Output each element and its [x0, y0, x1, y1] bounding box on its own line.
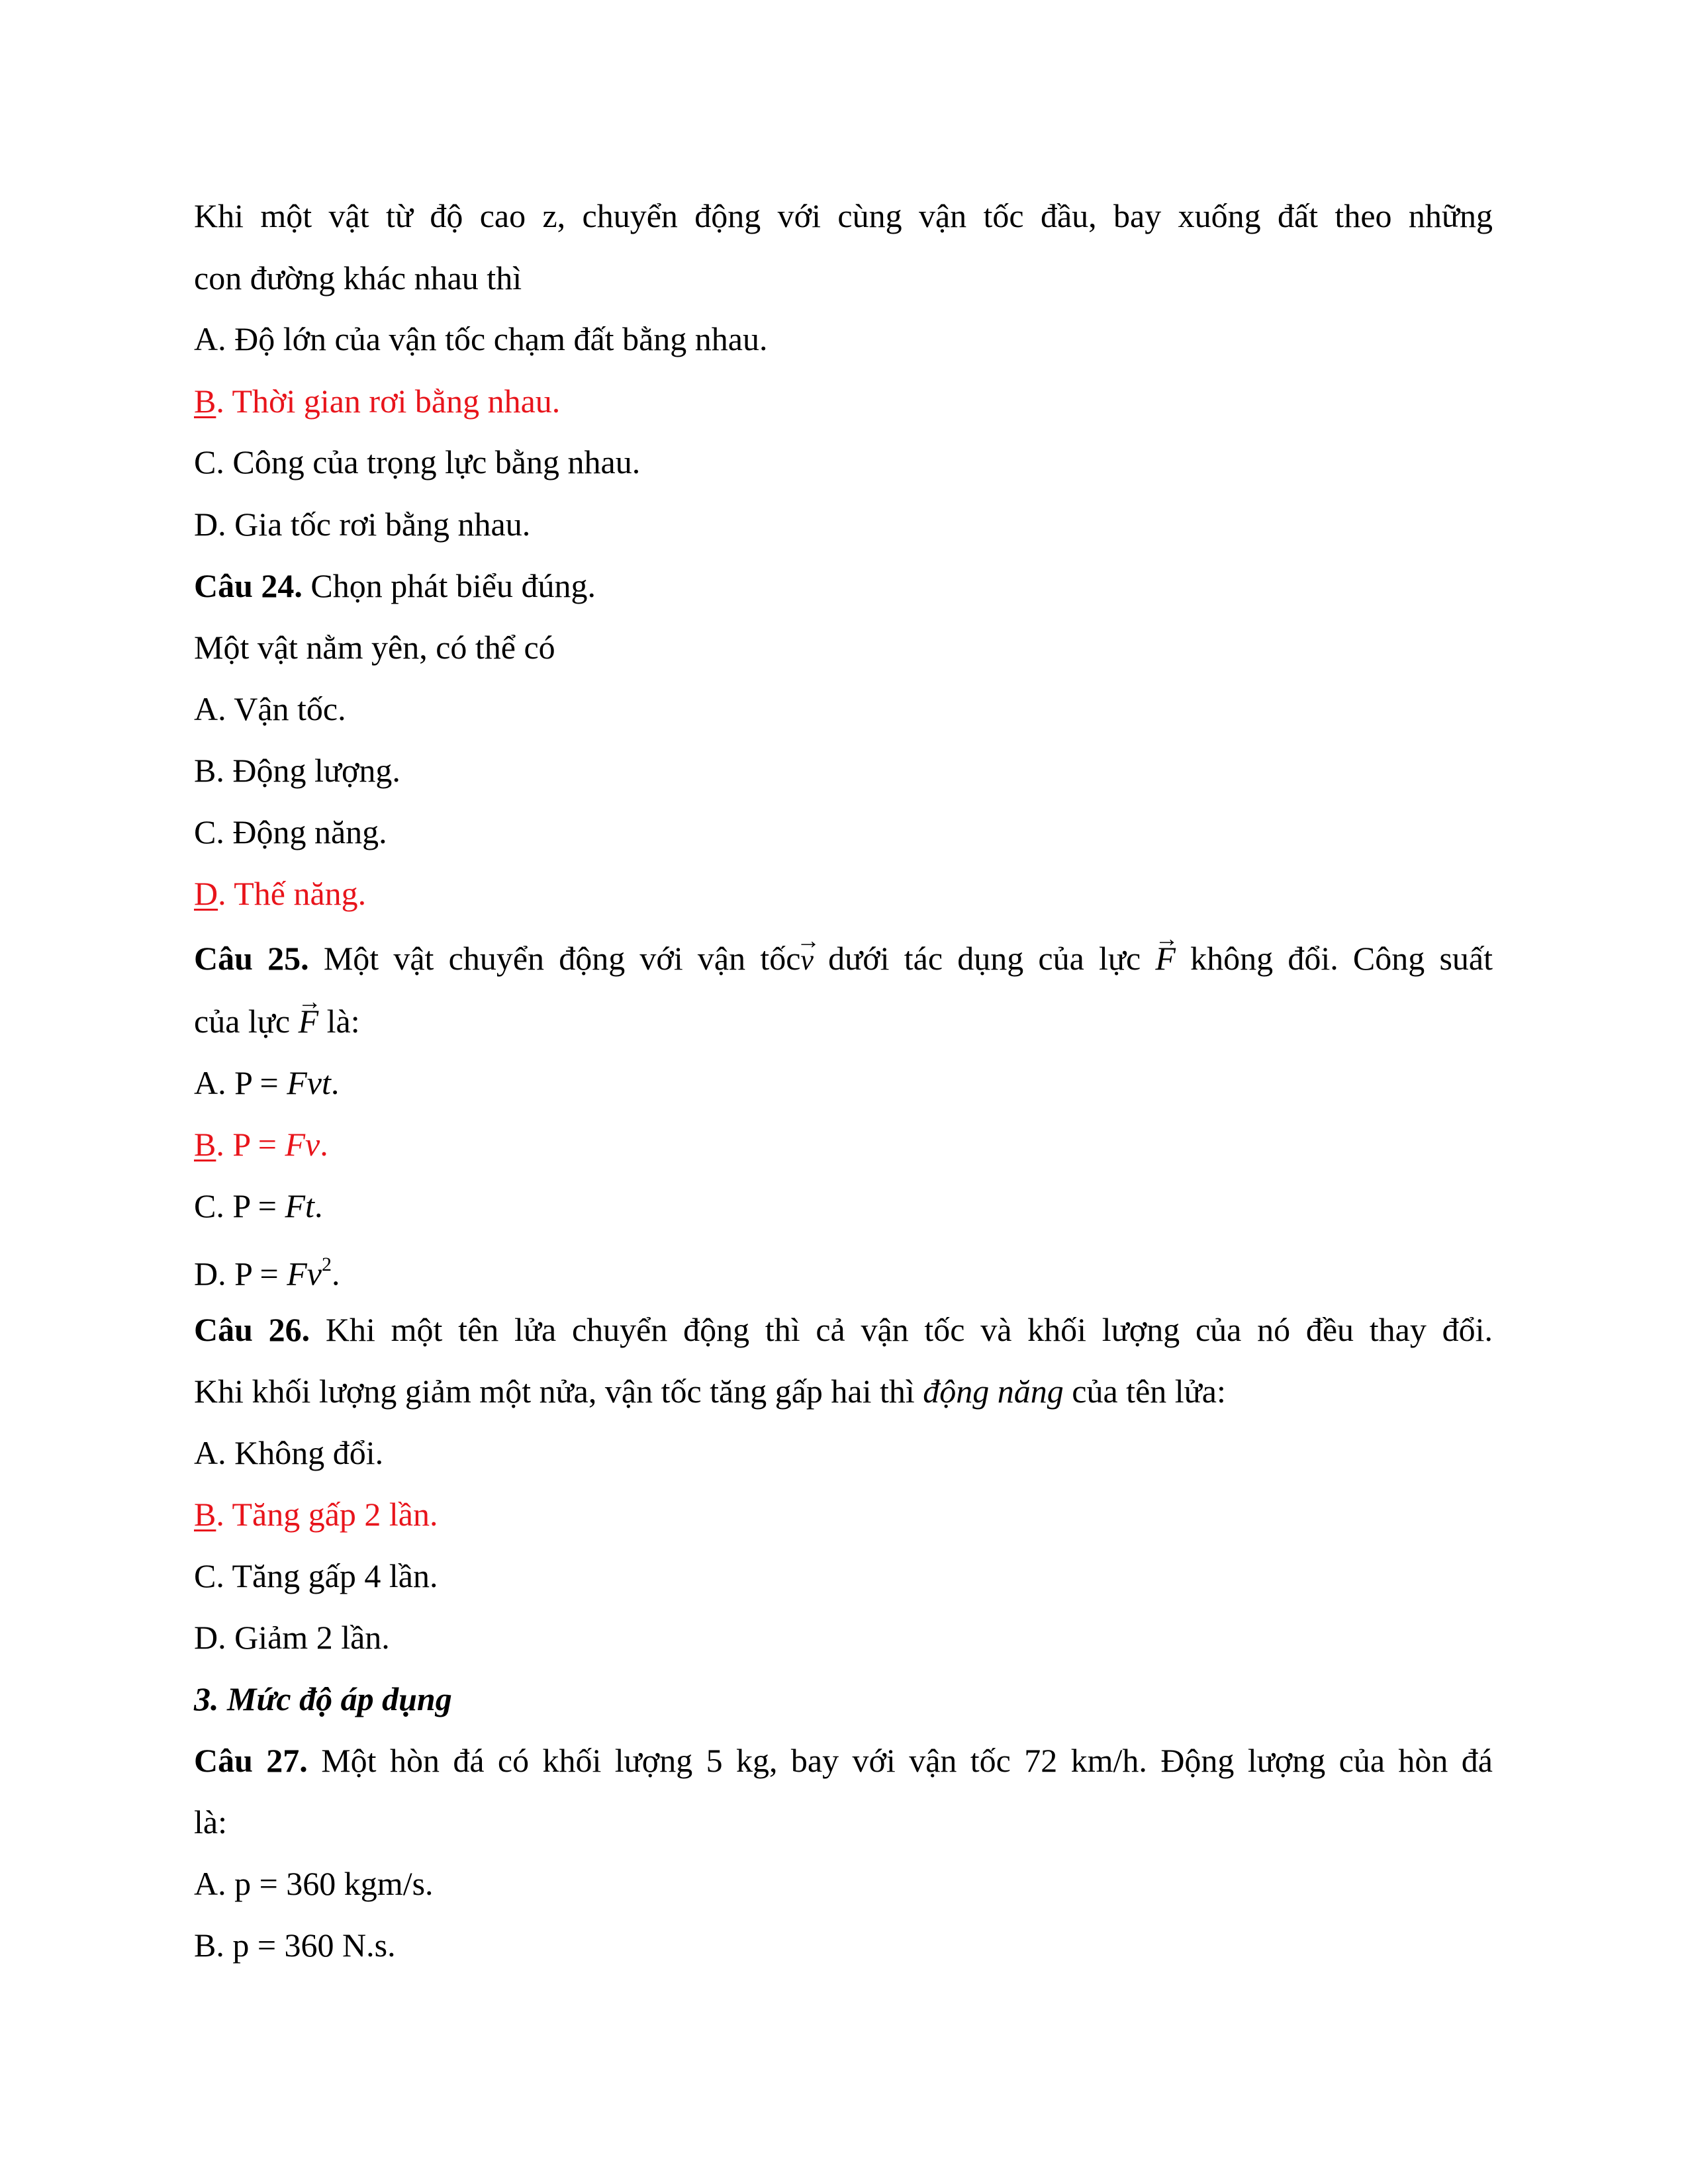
- section-heading: [194, 1679, 452, 1719]
- q25-option-a-prefix: A. P =: [194, 1064, 287, 1101]
- q25-option-d-suffix: .: [332, 1255, 340, 1293]
- q25-option-b-formula: Fv: [285, 1126, 320, 1163]
- q24-stem-line-2: Một vật nằm yên, có thể có: [194, 629, 555, 666]
- q23-stem-line-1: Khi một vật từ độ cao z, chuyển động với cùng vận tốc đầu, bay xuống đất theo những: [194, 197, 1493, 234]
- q25-stem-line-2-part-1: của lực: [194, 1003, 299, 1040]
- q23-option-b-text: . Thời gian rơi bằng nhau.: [216, 383, 561, 420]
- q26-option-c: C. Tăng gấp 4 lần.: [194, 1557, 438, 1594]
- q27-label: Câu 27.: [194, 1742, 308, 1779]
- velocity-vector-symbol: v →: [800, 940, 814, 980]
- q25-stem-part-3: không đổi. Công suất: [1175, 940, 1493, 977]
- q24-option-a: A. Vận tốc.: [194, 690, 346, 727]
- q25-option-b-correct: [194, 1124, 328, 1164]
- q23-option-c: C. Công của trọng lực bằng nhau.: [194, 443, 641, 480]
- q25-option-c-suffix: .: [314, 1187, 323, 1224]
- q23-stem-line-2: con đường khác nhau thì: [194, 259, 522, 296]
- q26-stem-text: Khi một tên lửa chuyển động thì cả vận tốc và khối lượng của nó đều thay đổi.: [310, 1311, 1493, 1348]
- q25-option-b-letter: B: [194, 1126, 216, 1163]
- q27-stem-line-1: [194, 1741, 1493, 1780]
- q26-option-b-correct: [194, 1494, 438, 1534]
- q23-option-b-correct: [194, 381, 560, 421]
- q27-option-b: B. p = 360 N.s.: [194, 1927, 396, 1964]
- q25-stem-part-2: dưới tác dụng của lực: [813, 940, 1156, 977]
- q25-stem-part-1: Một vật chuyển động với vận tốc: [308, 940, 801, 977]
- q25-option-c: [194, 1186, 322, 1226]
- q24-stem-line-1: [194, 566, 596, 606]
- q23-option-a: A. Độ lớn của vận tốc chạm đất bằng nhau.: [194, 320, 768, 357]
- q23-option-b-letter: B: [194, 383, 216, 420]
- q26-stem-line-2-part-1: Khi khối lượng giảm một nửa, vận tốc tăng gấp hai thì: [194, 1373, 923, 1410]
- q24-option-d-correct: [194, 874, 366, 913]
- q26-option-d: D. Giảm 2 lần.: [194, 1619, 390, 1656]
- q26-stem-line-1: [194, 1310, 1493, 1349]
- q25-option-d: [194, 1248, 340, 1293]
- force-vector-symbol-2: F →: [299, 1001, 319, 1041]
- q26-stem-line-2: [194, 1371, 1226, 1411]
- q25-option-b-prefix: . P =: [216, 1126, 285, 1163]
- q25-option-a: [194, 1063, 339, 1103]
- q24-option-d-letter: D: [194, 875, 218, 912]
- q25-option-c-prefix: C. P =: [194, 1187, 285, 1224]
- q26-stem-line-2-part-2: của tên lửa:: [1063, 1373, 1226, 1410]
- q24-option-b: B. Động lượng.: [194, 752, 400, 789]
- q23-option-d: D. Gia tốc rơi bằng nhau.: [194, 506, 531, 543]
- q26-option-a: A. Không đổi.: [194, 1434, 384, 1471]
- q25-label: Câu 25.: [194, 940, 309, 977]
- q26-option-b-letter: B: [194, 1496, 216, 1533]
- q27-stem-text: Một hòn đá có khối lượng 5 kg, bay với vận tốc 72 km/h. Động lượng của hòn đá: [307, 1742, 1493, 1779]
- q25-option-d-exponent: 2: [322, 1253, 332, 1275]
- q25-option-d-prefix: D. P =: [194, 1255, 287, 1293]
- q26-stem-line-2-italic: động năng: [923, 1373, 1064, 1410]
- q25-stem-line-2: [194, 1001, 360, 1041]
- q24-option-d-text: . Thế năng.: [218, 875, 367, 912]
- q24-label: Câu 24.: [194, 567, 303, 604]
- q25-option-b-suffix: .: [320, 1126, 328, 1163]
- q24-option-c: C. Động năng.: [194, 813, 387, 850]
- section-heading-text: 3. Mức độ áp dụng: [194, 1680, 452, 1717]
- q25-option-a-formula: Fvt: [287, 1064, 331, 1101]
- q25-stem-line-2-part-2: là:: [318, 1003, 360, 1040]
- q25-option-d-formula: Fv: [287, 1255, 322, 1293]
- q25-option-c-formula: Ft: [285, 1187, 314, 1224]
- q26-label: Câu 26.: [194, 1311, 310, 1348]
- q25-stem-line-1: [194, 938, 1493, 978]
- q27-option-a: A. p = 360 kgm/s.: [194, 1865, 434, 1902]
- q25-option-a-suffix: .: [330, 1064, 340, 1101]
- q27-stem-line-2: là:: [194, 1803, 227, 1841]
- force-vector-symbol: F →: [1155, 938, 1176, 978]
- q24-stem-text: Chọn phát biểu đúng.: [302, 567, 596, 604]
- q26-option-b-text: . Tăng gấp 2 lần.: [216, 1496, 438, 1533]
